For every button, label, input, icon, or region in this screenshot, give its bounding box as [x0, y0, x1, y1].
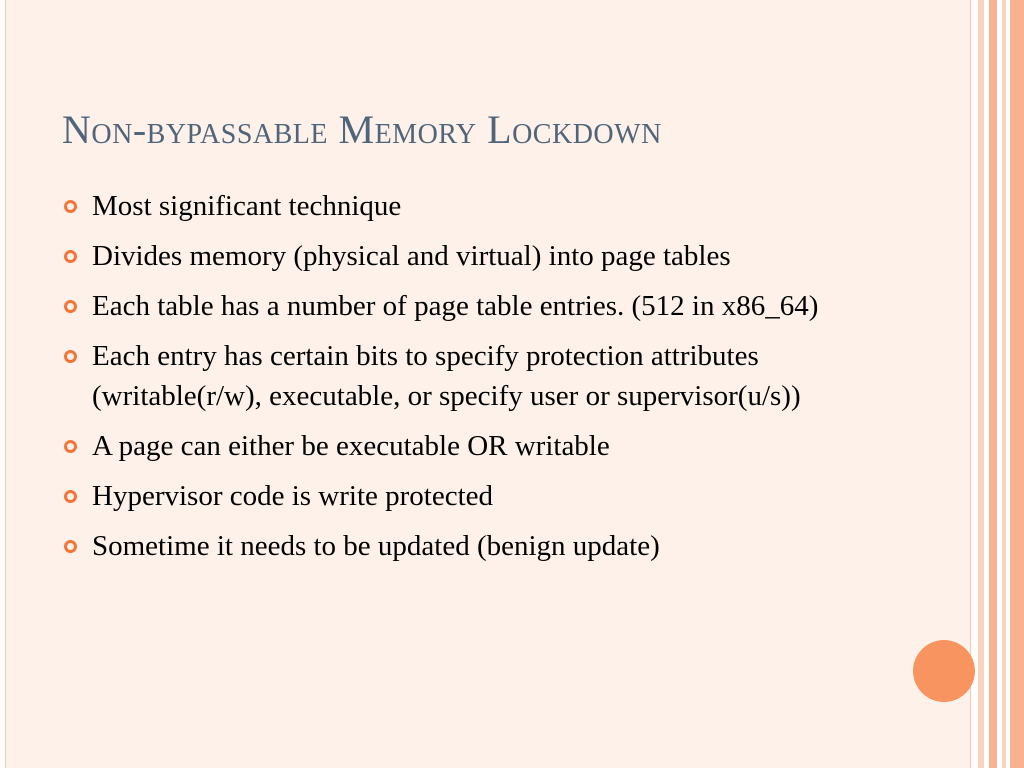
bullet-text: Each entry has certain bits to specify protection attributes (writable(r/w), executable, or specify user or supervisor(u/s)) — [92, 340, 801, 412]
bullet-ring-icon — [64, 440, 77, 453]
bullet-ring-icon — [64, 490, 77, 503]
decorative-stripe — [989, 0, 997, 768]
bullet-text: Sometime it needs to be updated (benign update) — [92, 530, 660, 562]
bullet-item — [62, 426, 882, 466]
bullet-text: A page can either be executable OR writable — [92, 430, 610, 462]
bullet-item — [62, 336, 882, 416]
bullet-item — [62, 236, 882, 276]
bullet-ring-icon — [64, 540, 77, 553]
bullet-item — [62, 186, 882, 226]
decorative-stripe — [1010, 0, 1024, 768]
bullet-text: Most significant technique — [92, 190, 402, 222]
bullet-list — [62, 186, 882, 576]
bullet-text: Hypervisor code is write protected — [92, 480, 494, 512]
bullet-ring-icon — [64, 250, 77, 263]
decorative-stripe — [978, 0, 984, 768]
bullet-item — [62, 526, 882, 566]
bullet-ring-icon — [64, 300, 77, 313]
slide-title: Non-bypassable Memory Lockdown — [62, 107, 662, 152]
bullet-ring-icon — [64, 350, 77, 363]
bullet-text: Divides memory (physical and virtual) into page tables — [92, 240, 731, 272]
bullet-ring-icon — [64, 200, 77, 213]
bullet-text: Each table has a number of page table entries. (512 in x86_64) — [92, 290, 819, 322]
orange-circle-icon — [913, 640, 975, 702]
bullet-item — [62, 476, 882, 516]
decorative-stripe — [1002, 0, 1006, 768]
bullet-item — [62, 286, 882, 326]
